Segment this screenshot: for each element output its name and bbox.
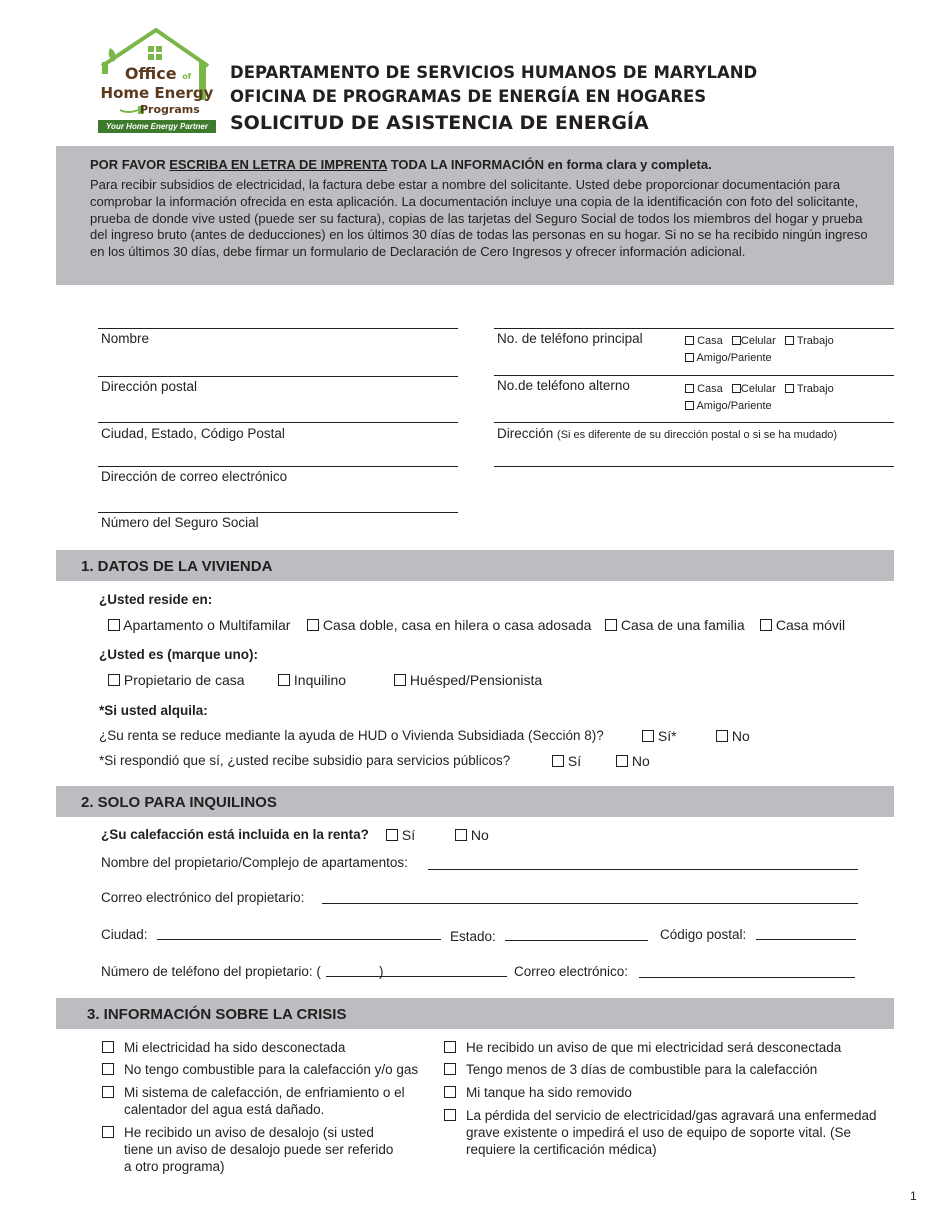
landlord-email2-input[interactable] bbox=[639, 977, 855, 978]
phone-main-amigo[interactable]: Amigo/Pariente bbox=[685, 352, 772, 364]
checkbox[interactable] bbox=[685, 353, 694, 362]
landlord-zip-input[interactable] bbox=[756, 939, 856, 940]
landlord-city-input[interactable] bbox=[157, 939, 441, 940]
crisis-disconnected[interactable]: Mi electricidad ha sido desconectada bbox=[102, 1039, 432, 1056]
crisis-low-fuel[interactable]: Tengo menos de 3 días de combustible para la calefacción bbox=[444, 1061, 884, 1078]
city-label: Ciudad, Estado, Código Postal bbox=[101, 426, 285, 441]
crisis-medical[interactable]: La pérdida del servicio de electricidad/gas agravará una enfermedad grave existente o impedirá el uso de equipo de soporte vital. (Se requiere la certificación médica) bbox=[444, 1107, 894, 1158]
address-line-bottom[interactable] bbox=[494, 466, 894, 467]
checkbox[interactable] bbox=[455, 829, 467, 841]
hud-no[interactable]: No bbox=[716, 728, 750, 744]
checkbox[interactable] bbox=[685, 401, 694, 410]
phone-main-celular[interactable]: Celular bbox=[732, 335, 776, 347]
section3-title: 3. INFORMACIÓN SOBRE LA CRISIS bbox=[87, 1006, 347, 1023]
utility-no[interactable]: No bbox=[616, 753, 650, 769]
you-are-owner[interactable]: Propietario de casa bbox=[108, 672, 245, 688]
ssn-label: Número del Seguro Social bbox=[101, 515, 259, 530]
landlord-state-input[interactable] bbox=[505, 940, 648, 941]
checkbox[interactable] bbox=[616, 755, 628, 767]
checkbox[interactable] bbox=[785, 336, 794, 345]
crisis-tank-removed[interactable]: Mi tanque ha sido removido bbox=[444, 1084, 884, 1101]
landlord-zip-label: Código postal: bbox=[660, 927, 747, 942]
landlord-name-input[interactable] bbox=[428, 869, 858, 870]
checkbox[interactable] bbox=[278, 674, 290, 686]
phone-alt-types bbox=[685, 381, 885, 415]
landlord-phone-close: ) bbox=[379, 964, 384, 979]
phone-alt-amigo[interactable]: Amigo/Pariente bbox=[685, 400, 772, 412]
phone-alt-line[interactable] bbox=[494, 375, 894, 376]
checkbox[interactable] bbox=[444, 1086, 456, 1098]
landlord-state-label: Estado: bbox=[450, 929, 496, 944]
name-label: Nombre bbox=[101, 331, 150, 346]
checkbox[interactable] bbox=[605, 619, 617, 631]
checkbox[interactable] bbox=[732, 384, 741, 393]
phone-main-types bbox=[685, 333, 885, 367]
reside-single-family[interactable]: Casa de una familia bbox=[605, 617, 745, 633]
heat-yes[interactable]: Sí bbox=[386, 827, 415, 843]
phone-main-trabajo[interactable]: Trabajo bbox=[785, 335, 834, 347]
logo-office: Office bbox=[124, 64, 177, 83]
checkbox[interactable] bbox=[552, 755, 564, 767]
checkbox[interactable] bbox=[685, 384, 694, 393]
landlord-email2-label: Correo electrónico: bbox=[514, 964, 629, 979]
phone-alt-celular[interactable]: Celular bbox=[732, 383, 776, 395]
landlord-email-input[interactable] bbox=[322, 903, 858, 904]
section1-title: 1. DATOS DE LA VIVIENDA bbox=[81, 558, 273, 575]
reside-apartment[interactable]: Apartamento o Multifamilar bbox=[108, 617, 290, 633]
phone-alt-label: No.de teléfono alterno bbox=[497, 378, 630, 393]
reside-mobile-home[interactable]: Casa móvil bbox=[760, 617, 845, 633]
checkbox[interactable] bbox=[760, 619, 772, 631]
phone-alt-casa[interactable]: Casa bbox=[685, 383, 723, 395]
city-line[interactable] bbox=[98, 422, 458, 423]
office-logo bbox=[96, 26, 218, 136]
checkbox[interactable] bbox=[444, 1063, 456, 1075]
landlord-phone-label: Número de teléfono del propietario: ( bbox=[101, 964, 321, 979]
mail-label: Dirección postal bbox=[101, 379, 198, 394]
checkbox[interactable] bbox=[102, 1063, 114, 1075]
mail-line[interactable] bbox=[98, 376, 458, 377]
ssn-line[interactable] bbox=[98, 512, 458, 513]
checkbox[interactable] bbox=[785, 384, 794, 393]
utility-question: *Si respondió que sí, ¿usted recibe subsidio para servicios públicos? bbox=[99, 753, 511, 768]
email-line[interactable] bbox=[98, 466, 458, 467]
notice-box bbox=[56, 146, 894, 285]
logo-tagline: Your Home Energy Partner bbox=[98, 120, 216, 133]
reside-question: ¿Usted reside en: bbox=[99, 592, 213, 607]
landlord-phone-input[interactable] bbox=[326, 976, 507, 977]
checkbox[interactable] bbox=[102, 1126, 114, 1138]
email-label: Dirección de correo electrónico bbox=[101, 469, 288, 484]
checkbox[interactable] bbox=[386, 829, 398, 841]
you-are-boarder[interactable]: Huésped/Pensionista bbox=[394, 672, 542, 688]
hud-question: ¿Su renta se reduce mediante la ayuda de HUD o Vivienda Subsidiada (Sección 8)? bbox=[99, 728, 604, 743]
crisis-system-damaged[interactable]: Mi sistema de calefacción, de enfriamiento o el calentador del agua está dañado. bbox=[102, 1084, 422, 1118]
landlord-name-label: Nombre del propietario/Complejo de apartamentos: bbox=[101, 855, 408, 870]
utility-yes[interactable]: Sí bbox=[552, 753, 581, 769]
page-title: SOLICITUD DE ASISTENCIA DE ENERGÍA bbox=[230, 112, 649, 134]
checkbox[interactable] bbox=[444, 1041, 456, 1053]
you-are-question: ¿Usted es (marque uno): bbox=[99, 647, 259, 662]
phone-main-label: No. de teléfono principal bbox=[497, 331, 643, 346]
page-number: 1 bbox=[910, 1189, 917, 1203]
checkbox[interactable] bbox=[732, 336, 741, 345]
logo-programs: Programs bbox=[140, 103, 200, 116]
heat-question: ¿Su calefacción está incluida en la renta? bbox=[101, 827, 369, 842]
address-line-top[interactable] bbox=[494, 422, 894, 423]
crisis-no-fuel[interactable]: No tengo combustible para la calefacción y/o gas bbox=[102, 1061, 442, 1078]
reside-townhouse[interactable]: Casa doble, casa en hilera o casa adosada bbox=[307, 617, 591, 633]
checkbox[interactable] bbox=[102, 1086, 114, 1098]
notice-lead: POR FAVOR ESCRIBA EN LETRA DE IMPRENTA TODA LA INFORMACIÓN en forma clara y completa. bbox=[90, 157, 712, 172]
section2-title: 2. SOLO PARA INQUILINOS bbox=[81, 794, 277, 811]
rent-heading: *Si usted alquila: bbox=[99, 703, 208, 718]
phone-main-line[interactable] bbox=[494, 328, 894, 329]
checkbox[interactable] bbox=[685, 336, 694, 345]
phone-alt-trabajo[interactable]: Trabajo bbox=[785, 383, 834, 395]
checkbox[interactable] bbox=[444, 1109, 456, 1121]
name-line[interactable] bbox=[98, 328, 458, 329]
notice-body: Para recibir subsidios de electricidad, la factura debe estar a nombre del solicitante. Usted debe proporcionar documentación para comprobar la información ofrecida en esta aplicación. La documentación incluye una copia de la identificación con foto del solicitante, prueba de donde vive usted (puede ser su factura), copias de las tarjetas del Seguro Social de todos los miembros del hogar y prueba del ingreso bruto (antes de deducciones) en los últimos 30 días de todas las personas en su hogar. Si no se ha recibido ningún ingreso en los últimos 30 días, debe firmar un formulario de Declaración de Cero Ingresos y ofrecer información adicional. bbox=[90, 177, 868, 260]
checkbox[interactable] bbox=[642, 730, 654, 742]
checkbox[interactable] bbox=[108, 619, 120, 631]
phone-main-casa[interactable]: Casa bbox=[685, 335, 723, 347]
checkbox[interactable] bbox=[716, 730, 728, 742]
header-office: OFICINA DE PROGRAMAS DE ENERGÍA EN HOGARES bbox=[230, 87, 707, 106]
logo-home-energy: Home Energy bbox=[100, 84, 214, 102]
hud-yes[interactable]: Sí* bbox=[642, 728, 677, 744]
crisis-disconnect-notice[interactable]: He recibido un aviso de que mi electricidad será desconectada bbox=[444, 1039, 884, 1056]
heat-no[interactable]: No bbox=[455, 827, 489, 843]
header-department: DEPARTAMENTO DE SERVICIOS HUMANOS DE MARYLAND bbox=[230, 63, 758, 82]
checkbox[interactable] bbox=[394, 674, 406, 686]
checkbox[interactable] bbox=[108, 674, 120, 686]
checkbox[interactable] bbox=[102, 1041, 114, 1053]
landlord-email-label: Correo electrónico del propietario: bbox=[101, 890, 305, 905]
address-label: Dirección (Si es diferente de su dirección postal o si se ha mudado) bbox=[497, 426, 838, 441]
logo-of: of bbox=[182, 72, 192, 81]
checkbox[interactable] bbox=[307, 619, 319, 631]
landlord-city-label: Ciudad: bbox=[101, 927, 148, 942]
crisis-eviction[interactable]: He recibido un aviso de desalojo (si usted tiene un aviso de desalojo puede ser referido a otro programa) bbox=[102, 1124, 394, 1175]
you-are-tenant[interactable]: Inquilino bbox=[278, 672, 346, 688]
